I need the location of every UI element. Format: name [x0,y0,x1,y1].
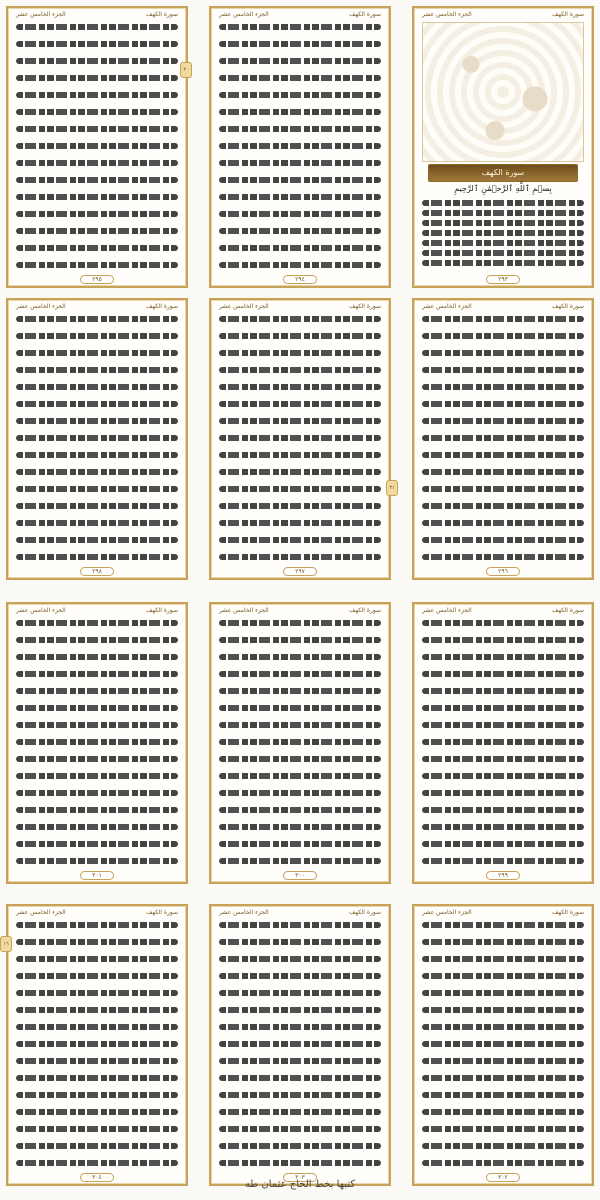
page-juz-label: الجزء الخامس عشر [422,11,472,18]
page-text-lines [16,618,178,868]
hizb-marker: ١٦ [0,936,12,952]
calligrapher-credit: كتبها بخط الحاج عثمان طه [244,1179,356,1190]
quran-page-297 [209,298,395,580]
page-juz-label: الجزء الخامس عشر [219,909,269,916]
page-number: ٢٩٦ [486,567,520,576]
quran-page-295 [6,6,188,288]
mushaf-page-grid [3,6,594,1181]
page-juz-label: الجزء الخامس عشر [422,303,472,310]
page-surah-label: سورة الكهف [349,303,381,310]
page-text-lines [219,314,381,564]
page-juz-label: الجزء الخامس عشر [422,909,472,916]
floral-ornament [422,22,584,162]
page-number: ٣٠٤ [80,1173,114,1182]
page-juz-label: الجزء الخامس عشر [16,607,66,614]
page-surah-label: سورة الكهف [552,11,584,18]
quran-page-298 [6,298,188,580]
page-text-lines [219,920,381,1170]
page-text-lines [16,314,178,564]
page-number: ٣٠٣ [283,1173,317,1182]
page-juz-label: الجزء الخامس عشر [219,11,269,18]
page-juz-label: الجزء الخامس عشر [16,11,66,18]
page-surah-label: سورة الكهف [552,607,584,614]
page-surah-label: سورة الكهف [349,909,381,916]
page-text-lines [219,618,381,868]
quran-page-300 [209,602,391,884]
page-number: ٢٩٤ [283,275,317,284]
page-juz-label: الجزء الخامس عشر [219,303,269,310]
page-surah-label: سورة الكهف [349,11,381,18]
page-number: ٢٩٥ [80,275,114,284]
hizb-marker: ٣٠ [180,62,192,78]
quran-page-301 [6,602,188,884]
basmala: بِسۡمِ ٱللَّهِ ٱلرَّحۡمَٰنِ ٱلرَّحِيمِ [454,184,552,193]
page-text-lines [16,22,178,272]
page-text-lines [422,314,584,564]
page-number: ٢٩٣ [486,275,520,284]
page-surah-label: سورة الكهف [146,11,178,18]
page-surah-label: سورة الكهف [552,303,584,310]
quran-page-294 [209,6,391,288]
page-number: ٣٠٠ [283,871,317,880]
page-text-lines [422,618,584,868]
page-surah-label: سورة الكهف [146,303,178,310]
quran-page-302 [412,904,594,1186]
page-number: ٣٠١ [80,871,114,880]
page-surah-label: سورة الكهف [146,607,178,614]
page-number: ٣٠٢ [486,1173,520,1182]
quran-page-299 [412,602,594,884]
page-number: ٢٩٧ [283,567,317,576]
surah-title-frame: سورة الكهف [428,164,578,182]
page-juz-label: الجزء الخامس عشر [16,303,66,310]
page-text-lines [422,920,584,1170]
quran-page-296 [412,298,594,580]
quran-page-304 [3,904,188,1186]
quran-page-303 [209,904,391,1186]
page-surah-label: سورة الكهف [552,909,584,916]
page-juz-label: الجزء الخامس عشر [219,607,269,614]
page-juz-label: الجزء الخامس عشر [422,607,472,614]
page-text-lines [219,22,381,272]
hizb-marker: ٣١ [386,480,398,496]
page-juz-label: الجزء الخامس عشر [16,909,66,916]
page-surah-label: سورة الكهف [349,607,381,614]
quran-page-293 [412,6,594,288]
page-surah-label: سورة الكهف [146,909,178,916]
page-number: ٢٩٨ [80,567,114,576]
page-text-lines [422,200,584,272]
page-number: ٢٩٩ [486,871,520,880]
page-text-lines [16,920,178,1170]
